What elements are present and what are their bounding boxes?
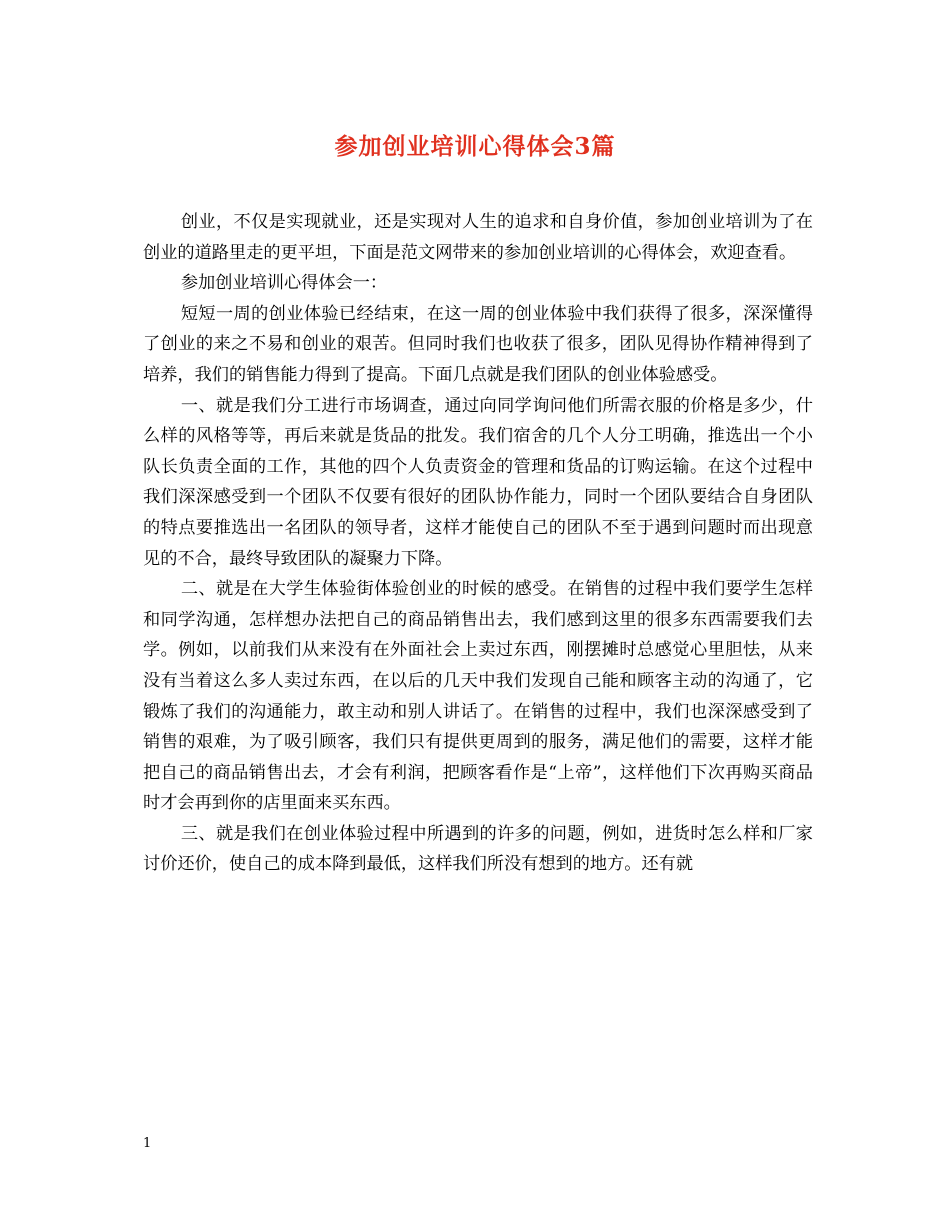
- page-number: 1: [143, 1136, 152, 1151]
- paragraph: 三、就是我们在创业体验过程中所遇到的许多的问题，例如，进货时怎么样和厂家讨价还价，使自己的成本降到最低，这样我们所没有想到的地方。还有就: [143, 823, 813, 875]
- paragraph-heading-one: 参加创业培训心得体会一：: [180, 273, 388, 294]
- paragraph: 一、就是我们分工进行市场调查，通过向同学询问他们所需衣服的价格是多少，什么样的风格等等，再后来就是货品的批发。我们宿舍的几个人分工明确，推选出一个小队长负责全面的工作，其他的四个人负责资金的管理和货品的订购运输。在这个过程中我们深深感受到一个团队不仅要有很好的团队协作能力，同时一个团队要结合自身团队的特点要推选出一名团队的领导者，这样才能使自己的团队不至于遇到问题时而出现意见的不合，最终导致团队的凝聚力下降。: [143, 395, 813, 569]
- paragraph: 短短一周的创业体验已经结束，在这一周的创业体验中我们获得了很多，深深懂得了创业的来之不易和创业的艰苦。但同时我们也收获了很多，团队见得协作精神得到了培养，我们的销售能力得到了提高。下面几点就是我们团队的创业体验感受。: [143, 303, 813, 385]
- paragraph-intro: 创业，不仅是实现就业，还是实现对人生的追求和自身价值，参加创业培训为了在创业的道路里走的更平坦，下面是范文网带来的参加创业培训的心得体会，欢迎查看。: [143, 212, 813, 263]
- paragraph: 二、就是在大学生体验街体验创业的时候的感受。在销售的过程中我们要学生怎样和同学沟通，怎样想办法把自己的商品销售出去，我们感到这里的很多东西需要我们去学。例如，以前我们从来没有在外面社会上卖过东西，刚摆摊时总感觉心里胆怯，从来没有当着这么多人卖过东西，在以后的几天中我们发现自己能和顾客主动的沟通了，它锻炼了我们的沟通能力，敢主动和别人讲话了。在销售的过程中，我们也深深感受到了销售的艰难，为了吸引顾客，我们只有提供更周到的服务，满足他们的需要，这样才能把自己的商品销售出去，才会有利润，把顾客看作是“上帝”，这样他们下次再购买商品时才会再到你的店里面来买东西。: [143, 579, 813, 814]
- document-body: [143, 207, 813, 880]
- document-title: 参加创业培训心得体会3篇: [334, 133, 616, 160]
